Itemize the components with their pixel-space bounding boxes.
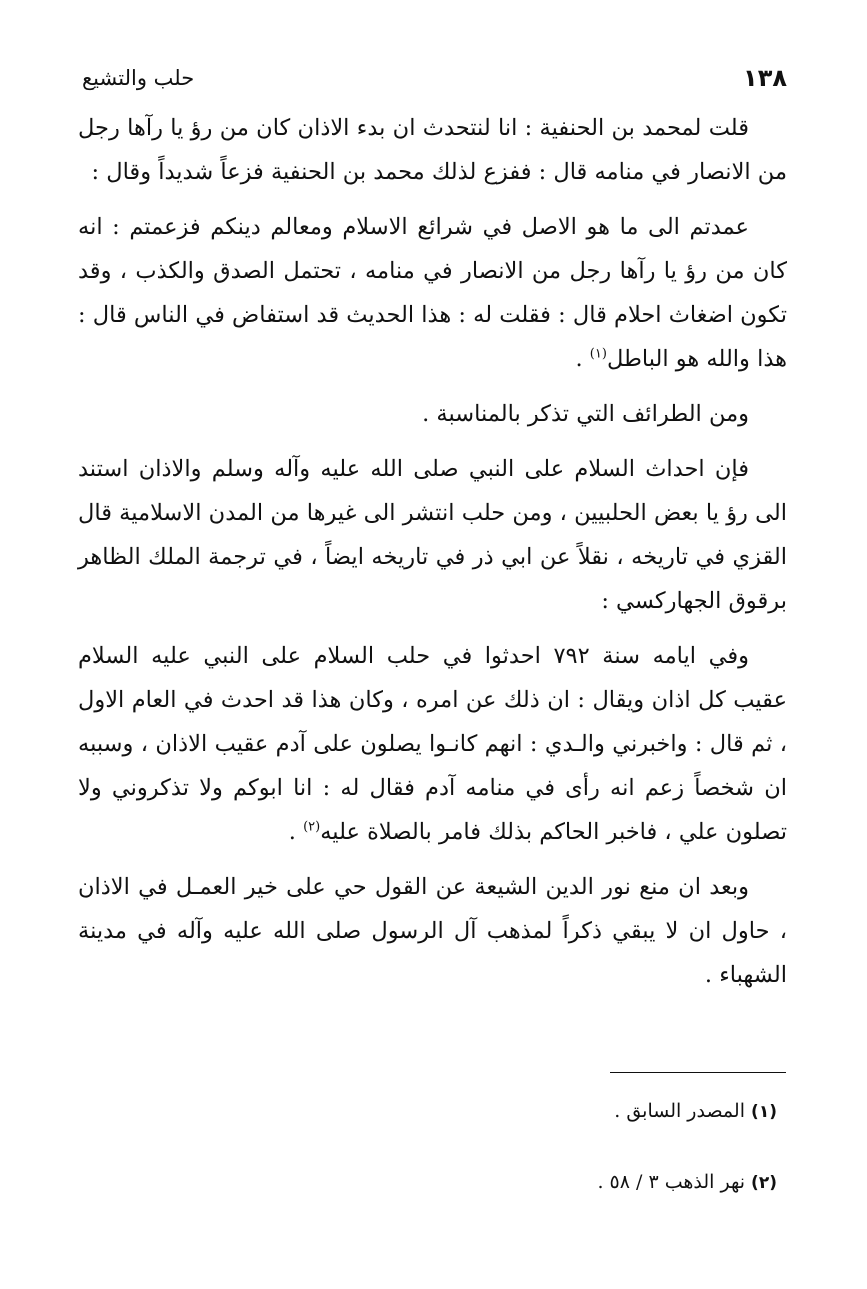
footnote-ref-2: (٢) [303,819,321,835]
paragraph-3: ومن الطرائف التي تذكر بالمناسبة . [422,401,749,427]
running-title: حلب والتشيع [82,66,195,90]
footnote-2 [300,1167,777,1198]
footnotes [300,1096,777,1238]
page-header [82,58,787,98]
footnote-1-number: (١) [751,1102,777,1122]
paragraph-4: فإن احداث السلام على النبي صلى الله عليه وآله وسلم والاذان استند الى رؤ يا بعض الحلبيين ، ومن حلب انتشر الى غيرها من المدن الاسلامية قال القزي في تاريخه ، نقلاً عن ابي ذر في تاريخه ايضاً ، في ترجمة الملك الظاهر برقوق الجهاركسي : [78,456,787,614]
paragraph-2-text: عمدتم الى ما هو الاصل في شرائع الاسلام ومعالم دينكم فزعمتم : انه كان من رؤ يا رآها رجل من الانصار في منامه ، تحتمل الصدق والكذب ، وقد تكون اضغاث احلام قال : فقلت له : هذا الحديث قد استفاض في الناس قال : هذا والله هو الباطل [78,214,787,372]
paragraph-6: وبعد ان منع نور الدين الشيعة عن القول حي على خير العمـل في الاذان ، حاول ان لا يبقي ذكراً لمذهب آل الرسول صلى الله عليه وآله في مدينة الشهباء . [78,874,787,988]
footnote-2-text: نهر الذهب ٣ / ٥٨ . [597,1171,745,1193]
footnote-ref-1: (١) [589,346,607,362]
paragraph-1: قلت لمحمد بن الحنفية : انا لنتحدث ان بدء الاذان كان من رؤ يا رآها رجل من الانصار في منامه قال : ففزع لذلك محمد بن الحنفية فزعاً شديداً وقال : [78,115,787,185]
paragraph-2 [78,205,787,381]
body-text [78,106,787,1008]
footnote-1-text: المصدر السابق . [614,1100,745,1122]
paragraph-5-end: . [288,819,304,845]
paragraph-2-end: . [575,346,590,372]
paragraph-5-text: وفي ايامه سنة ٧٩٢ احدثوا في حلب السلام على النبي عليه السلام عقيب كل اذان ويقال : ان ذلك عن امره ، وكان هذا قد احدث في العام الاول ، ثم قال : واخبرني والـدي : انهم كانـوا يصلون على آدم عقيب الاذان ، وسببه ان شخصاً زعم انه رأى في منامه آدم فقال له : انا ابوكم ولا تذكروني ولا تصلون علي ، فاخبر الحاكم بذلك فامر بالصلاة عليه [78,643,787,845]
footnote-1 [300,1096,777,1127]
paragraph-5 [78,634,787,854]
page-number: ١٣٨ [743,64,787,92]
footnote-divider [610,1072,786,1073]
footnote-2-number: (٢) [751,1173,777,1193]
